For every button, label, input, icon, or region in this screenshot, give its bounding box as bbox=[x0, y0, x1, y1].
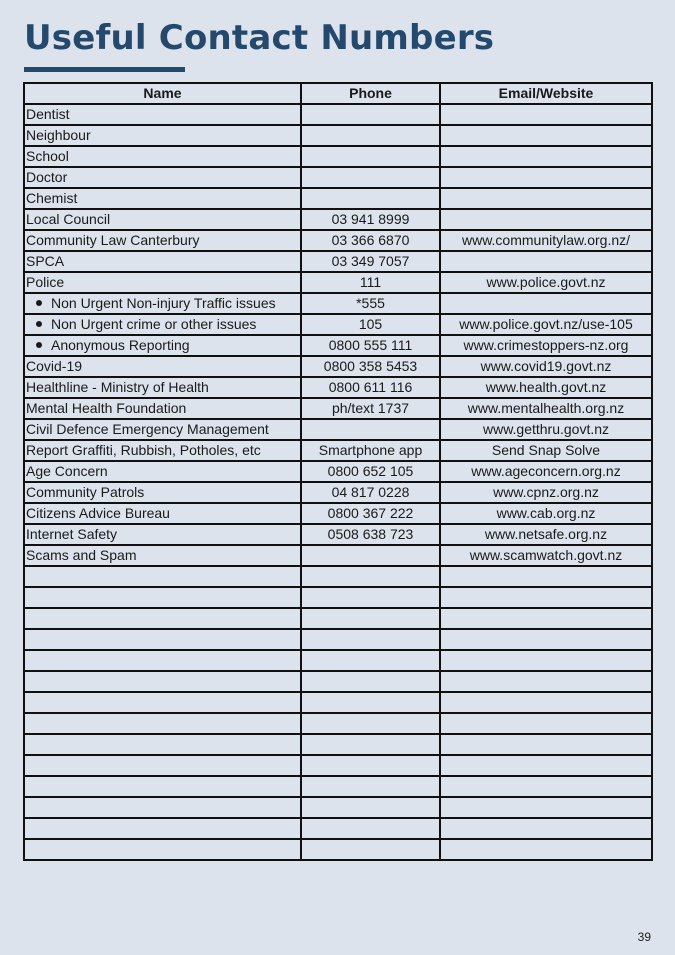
contact-email-website: www.netsafe.org.nz bbox=[440, 524, 652, 545]
contact-email-website: www.cpnz.org.nz bbox=[440, 482, 652, 503]
contact-name: Non Urgent Non-injury Traffic issues bbox=[51, 295, 276, 311]
contact-email-website: www.covid19.govt.nz bbox=[440, 356, 652, 377]
contact-email-website bbox=[440, 188, 652, 209]
contact-email-website bbox=[440, 797, 652, 818]
contact-phone bbox=[301, 734, 440, 755]
table-row bbox=[24, 146, 652, 167]
contact-email-website bbox=[440, 692, 652, 713]
table-row bbox=[24, 272, 652, 293]
contact-phone: 03 349 7057 bbox=[301, 251, 440, 272]
contact-name: Non Urgent crime or other issues bbox=[51, 316, 257, 332]
contact-email-website bbox=[440, 167, 652, 188]
bullet-icon bbox=[36, 300, 42, 306]
contact-name: Report Graffiti, Rubbish, Potholes, etc bbox=[26, 442, 261, 458]
table-row bbox=[24, 776, 652, 797]
contact-name-cell bbox=[24, 776, 301, 797]
contact-email-website bbox=[440, 104, 652, 125]
contact-phone: 111 bbox=[301, 272, 440, 293]
contact-email-website bbox=[440, 650, 652, 671]
contact-email-website bbox=[440, 818, 652, 839]
table-row bbox=[24, 755, 652, 776]
bullet-icon bbox=[36, 342, 42, 348]
contact-phone bbox=[301, 146, 440, 167]
contact-name-cell bbox=[24, 377, 301, 398]
contact-name-cell bbox=[24, 209, 301, 230]
contact-name: Neighbour bbox=[26, 127, 91, 143]
contact-phone bbox=[301, 125, 440, 146]
contact-phone bbox=[301, 608, 440, 629]
contact-phone: 03 366 6870 bbox=[301, 230, 440, 251]
contact-name-cell bbox=[24, 818, 301, 839]
header-name: Name bbox=[24, 83, 301, 104]
contact-phone bbox=[301, 671, 440, 692]
contact-email-website bbox=[440, 146, 652, 167]
contact-name-cell bbox=[24, 482, 301, 503]
contact-name-cell bbox=[24, 440, 301, 461]
contact-phone: *555 bbox=[301, 293, 440, 314]
contact-phone bbox=[301, 545, 440, 566]
contact-phone: 105 bbox=[301, 314, 440, 335]
contact-email-website: www.crimestoppers-nz.org bbox=[440, 335, 652, 356]
table-row bbox=[24, 482, 652, 503]
contact-email-website bbox=[440, 713, 652, 734]
contact-name-cell bbox=[24, 734, 301, 755]
contact-name-cell bbox=[24, 167, 301, 188]
contact-phone: Smartphone app bbox=[301, 440, 440, 461]
contact-phone bbox=[301, 692, 440, 713]
contact-name-cell bbox=[24, 104, 301, 125]
contact-email-website bbox=[440, 776, 652, 797]
bullet-icon bbox=[36, 321, 42, 327]
contact-phone: 0800 652 105 bbox=[301, 461, 440, 482]
table-row bbox=[24, 377, 652, 398]
contact-name-cell bbox=[24, 587, 301, 608]
table-row bbox=[24, 650, 652, 671]
contact-phone bbox=[301, 776, 440, 797]
table-row bbox=[24, 209, 652, 230]
contact-phone: 0800 611 116 bbox=[301, 377, 440, 398]
contact-name: Covid-19 bbox=[26, 358, 83, 374]
contact-phone bbox=[301, 713, 440, 734]
contact-name-cell bbox=[24, 671, 301, 692]
contact-name-cell bbox=[24, 713, 301, 734]
table-row bbox=[24, 314, 652, 335]
table-row bbox=[24, 230, 652, 251]
title-underline bbox=[24, 67, 185, 72]
contact-phone bbox=[301, 818, 440, 839]
contact-phone bbox=[301, 188, 440, 209]
header-phone: Phone bbox=[301, 83, 440, 104]
contact-phone bbox=[301, 587, 440, 608]
table-row bbox=[24, 167, 652, 188]
page-title: Useful Contact Numbers bbox=[24, 18, 495, 58]
contact-name: SPCA bbox=[26, 253, 65, 269]
contact-name-cell bbox=[24, 125, 301, 146]
contact-name-cell bbox=[24, 566, 301, 587]
contact-name-cell bbox=[24, 755, 301, 776]
table-row bbox=[24, 461, 652, 482]
contact-email-website bbox=[440, 839, 652, 860]
contact-name: Community Law Canterbury bbox=[26, 232, 200, 248]
table-row bbox=[24, 545, 652, 566]
contact-name-cell bbox=[24, 461, 301, 482]
contact-email-website: www.getthru.govt.nz bbox=[440, 419, 652, 440]
contact-phone bbox=[301, 650, 440, 671]
contact-name: Chemist bbox=[26, 190, 78, 206]
contact-name-cell bbox=[24, 146, 301, 167]
contact-name-cell bbox=[24, 251, 301, 272]
contact-name-cell bbox=[24, 629, 301, 650]
table-row bbox=[24, 335, 652, 356]
table-row bbox=[24, 188, 652, 209]
contact-email-website bbox=[440, 755, 652, 776]
contact-name-cell bbox=[24, 293, 301, 314]
contact-phone: 0508 638 723 bbox=[301, 524, 440, 545]
contacts-table bbox=[23, 82, 653, 861]
contact-phone bbox=[301, 104, 440, 125]
contact-name: Dentist bbox=[26, 106, 70, 122]
contact-name-cell bbox=[24, 503, 301, 524]
contact-name-cell bbox=[24, 272, 301, 293]
contact-name: Local Council bbox=[26, 211, 111, 227]
contact-name-cell bbox=[24, 797, 301, 818]
table-row bbox=[24, 566, 652, 587]
contact-phone: 03 941 8999 bbox=[301, 209, 440, 230]
table-row bbox=[24, 797, 652, 818]
table-row bbox=[24, 818, 652, 839]
contact-email-website: www.police.govt.nz/use-105 bbox=[440, 314, 652, 335]
table-row bbox=[24, 524, 652, 545]
table-row bbox=[24, 839, 652, 860]
contact-email-website: www.mentalhealth.org.nz bbox=[440, 398, 652, 419]
contact-email-website bbox=[440, 629, 652, 650]
table-row bbox=[24, 608, 652, 629]
contact-phone: 0800 555 111 bbox=[301, 335, 440, 356]
table-row bbox=[24, 125, 652, 146]
table-row bbox=[24, 503, 652, 524]
contact-phone bbox=[301, 629, 440, 650]
contact-name: Civil Defence Emergency Management bbox=[26, 421, 269, 437]
contact-email-website bbox=[440, 251, 652, 272]
contact-email-website bbox=[440, 587, 652, 608]
header-email: Email/Website bbox=[440, 83, 652, 104]
contact-name: Internet Safety bbox=[26, 526, 118, 542]
contact-phone: ph/text 1737 bbox=[301, 398, 440, 419]
table-row bbox=[24, 629, 652, 650]
contact-phone: 04 817 0228 bbox=[301, 482, 440, 503]
contact-email-website: www.ageconcern.org.nz bbox=[440, 461, 652, 482]
contact-name-cell bbox=[24, 356, 301, 377]
contact-email-website: www.health.govt.nz bbox=[440, 377, 652, 398]
contact-phone bbox=[301, 839, 440, 860]
contact-name: Citizens Advice Bureau bbox=[26, 505, 170, 521]
contact-name: Doctor bbox=[26, 169, 68, 185]
table-row bbox=[24, 713, 652, 734]
contact-name-cell bbox=[24, 692, 301, 713]
contact-email-website bbox=[440, 209, 652, 230]
contact-name-cell bbox=[24, 188, 301, 209]
table-row bbox=[24, 293, 652, 314]
table-row bbox=[24, 398, 652, 419]
table-row bbox=[24, 104, 652, 125]
page-number: 39 bbox=[637, 930, 651, 944]
contact-email-website: www.police.govt.nz bbox=[440, 272, 652, 293]
contact-email-website bbox=[440, 671, 652, 692]
contact-email-website bbox=[440, 566, 652, 587]
contact-name-cell bbox=[24, 314, 301, 335]
contact-name-cell bbox=[24, 545, 301, 566]
contact-name-cell bbox=[24, 524, 301, 545]
table-row bbox=[24, 356, 652, 377]
contact-name-cell bbox=[24, 335, 301, 356]
table-body bbox=[24, 104, 652, 860]
table-row bbox=[24, 734, 652, 755]
contact-phone bbox=[301, 167, 440, 188]
contact-email-website: Send Snap Solve bbox=[440, 440, 652, 461]
table-row bbox=[24, 440, 652, 461]
contact-email-website: www.cab.org.nz bbox=[440, 503, 652, 524]
contact-phone: 0800 358 5453 bbox=[301, 356, 440, 377]
contact-email-website bbox=[440, 125, 652, 146]
contact-name: Healthline - Ministry of Health bbox=[26, 379, 209, 395]
contact-name: Scams and Spam bbox=[26, 547, 137, 563]
contact-name: Anonymous Reporting bbox=[51, 337, 190, 353]
contact-name: Police bbox=[26, 274, 65, 290]
contact-name-cell bbox=[24, 839, 301, 860]
contact-name: Community Patrols bbox=[26, 484, 145, 500]
table-row bbox=[24, 692, 652, 713]
contact-email-website: www.scamwatch.govt.nz bbox=[440, 545, 652, 566]
contact-phone bbox=[301, 566, 440, 587]
contact-email-website bbox=[440, 734, 652, 755]
contact-email-website: www.communitylaw.org.nz/ bbox=[440, 230, 652, 251]
contact-name-cell bbox=[24, 419, 301, 440]
contact-email-website bbox=[440, 293, 652, 314]
contact-name-cell bbox=[24, 398, 301, 419]
contact-email-website bbox=[440, 608, 652, 629]
contact-phone bbox=[301, 755, 440, 776]
contact-phone bbox=[301, 797, 440, 818]
table-row bbox=[24, 671, 652, 692]
contact-name-cell bbox=[24, 650, 301, 671]
table-row bbox=[24, 419, 652, 440]
contact-name-cell bbox=[24, 608, 301, 629]
contact-phone: 0800 367 222 bbox=[301, 503, 440, 524]
table-row bbox=[24, 587, 652, 608]
contact-name: Age Concern bbox=[26, 463, 108, 479]
contact-phone bbox=[301, 419, 440, 440]
contact-name: School bbox=[26, 148, 69, 164]
table-row bbox=[24, 251, 652, 272]
table-header-row bbox=[24, 83, 652, 104]
contact-name-cell bbox=[24, 230, 301, 251]
contact-name: Mental Health Foundation bbox=[26, 400, 187, 416]
